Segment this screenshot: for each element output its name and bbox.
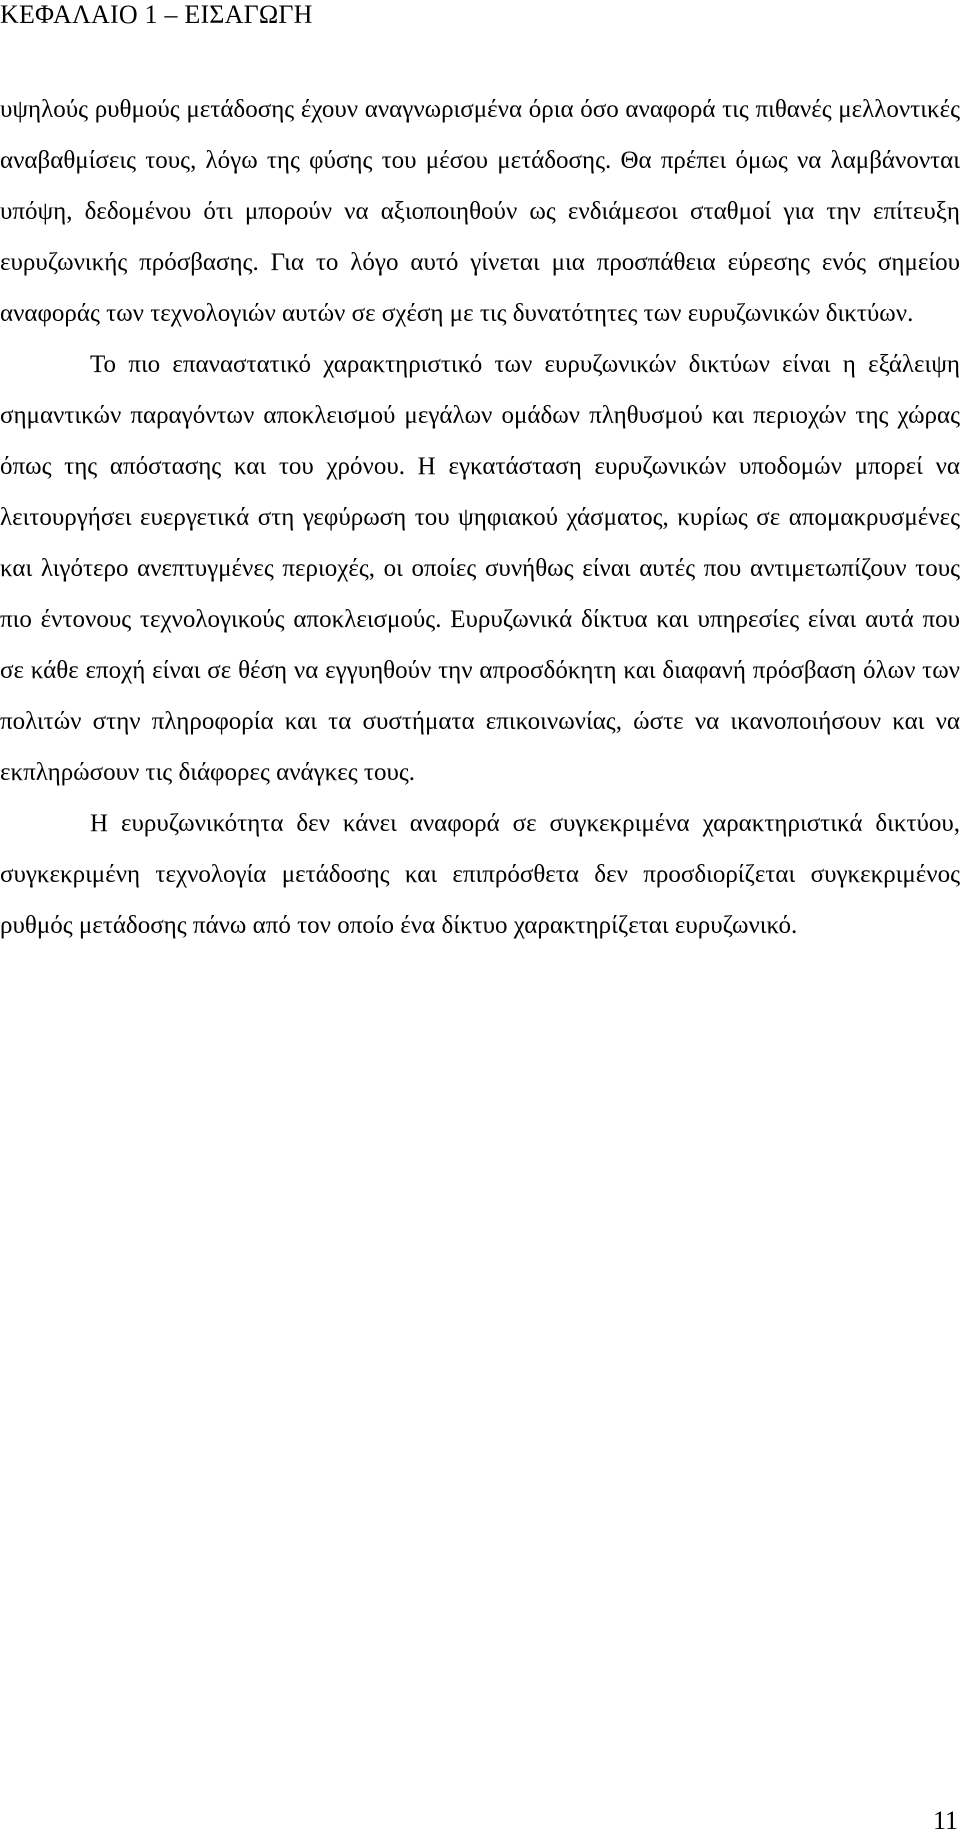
paragraph-broadband-features: Το πιο επαναστατικό χαρακτηριστικό των ευρυζωνικών δικτύων είναι η εξάλειψη σημαντικών παραγόντων αποκλεισμού μεγάλων ομάδων πληθυσμού και περιοχών της χώρας όπως της απόστασης και του χρόνου. Η εγκατάσταση ευρυζωνικών υποδομών μπορεί να λειτουργήσει ευεργετικά στη γεφύρωση του ψηφιακού χάσματος, κυρίως σε απομακρυσμένες και λιγότερο ανεπτυγμένες περιοχές, οι οποίες συνήθως είναι αυτές που αντιμετωπίζουν τους πιο έντονους τεχνολογικούς αποκλεισμούς. Ευρυζωνικά δίκτυα και υπηρεσίες είναι αυτά που σε κάθε εποχή είναι σε θέση να εγγυηθούν την απροσδόκητη και διαφανή πρόσβαση όλων των πολιτών στην πληροφορία και τα συστήματα επικοινωνίας, ώστε να ικανοποιήσουν και να εκπληρώσουν τις διάφορες ανάγκες τους. [0, 351, 960, 786]
chapter-header: ΚΕΦΑΛΑΙΟ 1 – ΕΙΣΑΓΩΓΗ [0, 0, 313, 29]
document-body [0, 84, 960, 951]
paragraph-continuation: υψηλούς ρυθμούς μετάδοσης έχουν αναγνωρισμένα όρια όσο αναφορά τις πιθανές μελλοντικές αναβαθμίσεις τους, λόγω της φύσης του μέσου μετάδοσης. Θα πρέπει όμως να λαμβάνονται υπόψη, δεδομένου ότι μπορούν να αξιοποιηθούν ως ενδιάμεσοι σταθμοί για την επίτευξη ευρυζωνικής πρόσβασης. Για το λόγο αυτό γίνεται μια προσπάθεια εύρεσης ενός σημείου αναφοράς των τεχνολογιών αυτών σε σχέση με τις δυνατότητες των ευρυζωνικών δικτύων. [0, 96, 960, 327]
page-number: 11 [932, 1806, 958, 1835]
paragraph-broadband-definition: Η ευρυζωνικότητα δεν κάνει αναφορά σε συγκεκριμένα χαρακτηριστικά δικτύου, συγκεκριμένη τεχνολογία μετάδοσης και επιπρόσθετα δεν προσδιορίζεται συγκεκριμένος ρυθμός μετάδοσης πάνω από τον οποίο ένα δίκτυο χαρακτηρίζεται ευρυζωνικό. [0, 810, 960, 939]
